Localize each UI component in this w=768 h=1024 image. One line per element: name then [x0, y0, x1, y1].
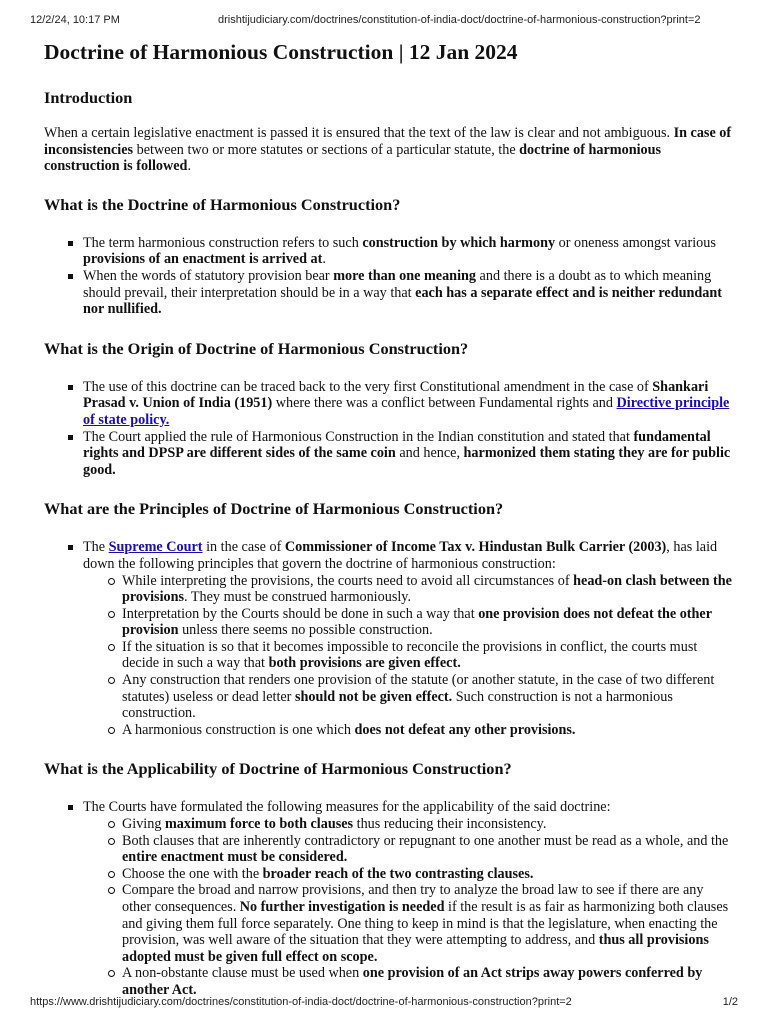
list-item: The Courts have formulated the following measures for the applicability of the said doctrine: Giving maximum force to both clauses thus reducing their inconsistency. Both clauses that are inherently contradictory or repugnant to one another must be read as a whole, and the entire enactment must be considered. Choose the one with the broader reach of the two contrasting clauses. Compare the broad and narrow provisions, and then try to analyze the broad law to see if there are any other consequences. No further investigation is needed if the result is as fair as harmonizing both clauses and giving them full force separately. One thing to keep in mind is that the legislature, when enacting the provision, was well aware of the situation that they were attempting to address, and thus all provisions adopted must be given full effect on scope. A non-obstante clause must be used when one provision of an Act strips away powers conferred by another Act.: [44, 799, 734, 998]
article: [44, 40, 734, 999]
section-heading-applicability: What is the Applicability of Doctrine of Harmonious Construction?: [44, 759, 512, 779]
list-origin: [44, 379, 734, 479]
sublist-item: Interpretation by the Courts should be done in such a way that one provision does not defeat the other provision unless there seems no possible construction.: [83, 606, 734, 639]
list-item: The term harmonious construction refers to such construction by which harmony or oneness amongst various provisions of an enactment is arrived at.: [44, 235, 734, 268]
list-principles: [44, 539, 734, 738]
page-number: 1/2: [722, 996, 738, 1008]
print-header-url: drishtijudiciary.com/doctrines/constitution-of-india-doct/doctrine-of-harmonious-construction?print=2: [218, 14, 701, 26]
intro-paragraph: When a certain legislative enactment is passed it is ensured that the text of the law is clear and not ambiguous. In case of inconsistencies between two or more statutes or sections of a particular statute, the doctrine of harmonious construction is followed.: [44, 125, 732, 175]
supreme-court-link[interactable]: Supreme Court: [108, 539, 203, 556]
list-item: The Supreme Court in the case of Commissioner of Income Tax v. Hindustan Bulk Carrier (2003), has laid down the following principles that govern the doctrine of harmonious construction: While interpreting the provisions, the courts need to avoid all circumstances of head-on clash between the provisions. They must be construed harmoniously. Interpretation by the Courts should be done in such a way that one provision does not defeat the other provision unless there seems no possible construction. If the situation is so that it becomes impossible to reconcile the provisions in conflict, the courts must decide in such a way that both provisions are given effect. Any construction that renders one provision of the statute (or another statute, in the case of two different statutes) useless or dead letter should not be given effect. Such construction is not a harmonious construction. A harmonious construction is one which does not defeat any other provisions.: [44, 539, 734, 738]
print-datetime: 12/2/24, 10:17 PM: [30, 14, 120, 26]
sublist-item: Giving maximum force to both clauses thus reducing their inconsistency.: [83, 816, 734, 833]
sublist-item: Compare the broad and narrow provisions, and then try to analyze the broad law to see if there are any other consequences. No further investigation is needed if the result is as fair as harmonizing both clauses and giving them full force separately. One thing to keep in mind is that the legislature, when enacting the provision, was well aware of the situation that they were attempting to address, and thus all provisions adopted must be given full effect on scope.: [83, 882, 734, 965]
page-title: Doctrine of Harmonious Construction | 12 Jan 2024: [44, 40, 518, 64]
section-heading-what-is: What is the Doctrine of Harmonious Construction?: [44, 194, 401, 214]
sublist-item: Any construction that renders one provision of the statute (or another statute, in the case of two different statutes) useless or dead letter should not be given effect. Such construction is not a harmonious construction.: [83, 672, 734, 722]
section-heading-introduction: Introduction: [44, 88, 133, 107]
sublist-item: Both clauses that are inherently contradictory or repugnant to one another must be read as a whole, and the entire enactment must be considered.: [83, 833, 734, 866]
list-what-is: [44, 235, 734, 318]
sublist-item: Choose the one with the broader reach of the two contrasting clauses.: [83, 866, 734, 883]
sublist-item: While interpreting the provisions, the courts need to avoid all circumstances of head-on clash between the provisions. They must be construed harmoniously.: [83, 573, 734, 606]
list-item: When the words of statutory provision bear more than one meaning and there is a doubt as to which meaning should prevail, their interpretation should be in a way that each has a separate effect and is neither redundant nor nullified.: [44, 268, 734, 318]
list-item: The use of this doctrine can be traced back to the very first Constitutional amendment in the case of Shankari Prasad v. Union of India (1951) where there was a conflict between Fundamental rights and Directive principle of state policy.: [44, 379, 734, 429]
print-footer-url: https://www.drishtijudiciary.com/doctrines/constitution-of-india-doct/doctrine-of-harmonious-construction?print=2: [30, 996, 572, 1008]
sublist-item: A non-obstante clause must be used when one provision of an Act strips away powers conferred by another Act.: [83, 965, 734, 998]
sublist-principles: [83, 573, 734, 739]
sublist-applicability: [83, 816, 734, 999]
list-item: The Court applied the rule of Harmonious Construction in the Indian constitution and stated that fundamental rights and DPSP are different sides of the same coin and hence, harmonized them stating they are for public good.: [44, 429, 734, 479]
section-heading-origin: What is the Origin of Doctrine of Harmonious Construction?: [44, 338, 469, 358]
sublist-item: A harmonious construction is one which does not defeat any other provisions.: [83, 722, 734, 739]
dpsp-link[interactable]: Directive principle of state policy.: [83, 395, 730, 428]
sublist-item: If the situation is so that it becomes impossible to reconcile the provisions in conflict, the courts must decide in such a way that both provisions are given effect.: [83, 639, 734, 672]
list-applicability: [44, 799, 734, 998]
section-heading-principles: What are the Principles of Doctrine of Harmonious Construction?: [44, 499, 504, 519]
